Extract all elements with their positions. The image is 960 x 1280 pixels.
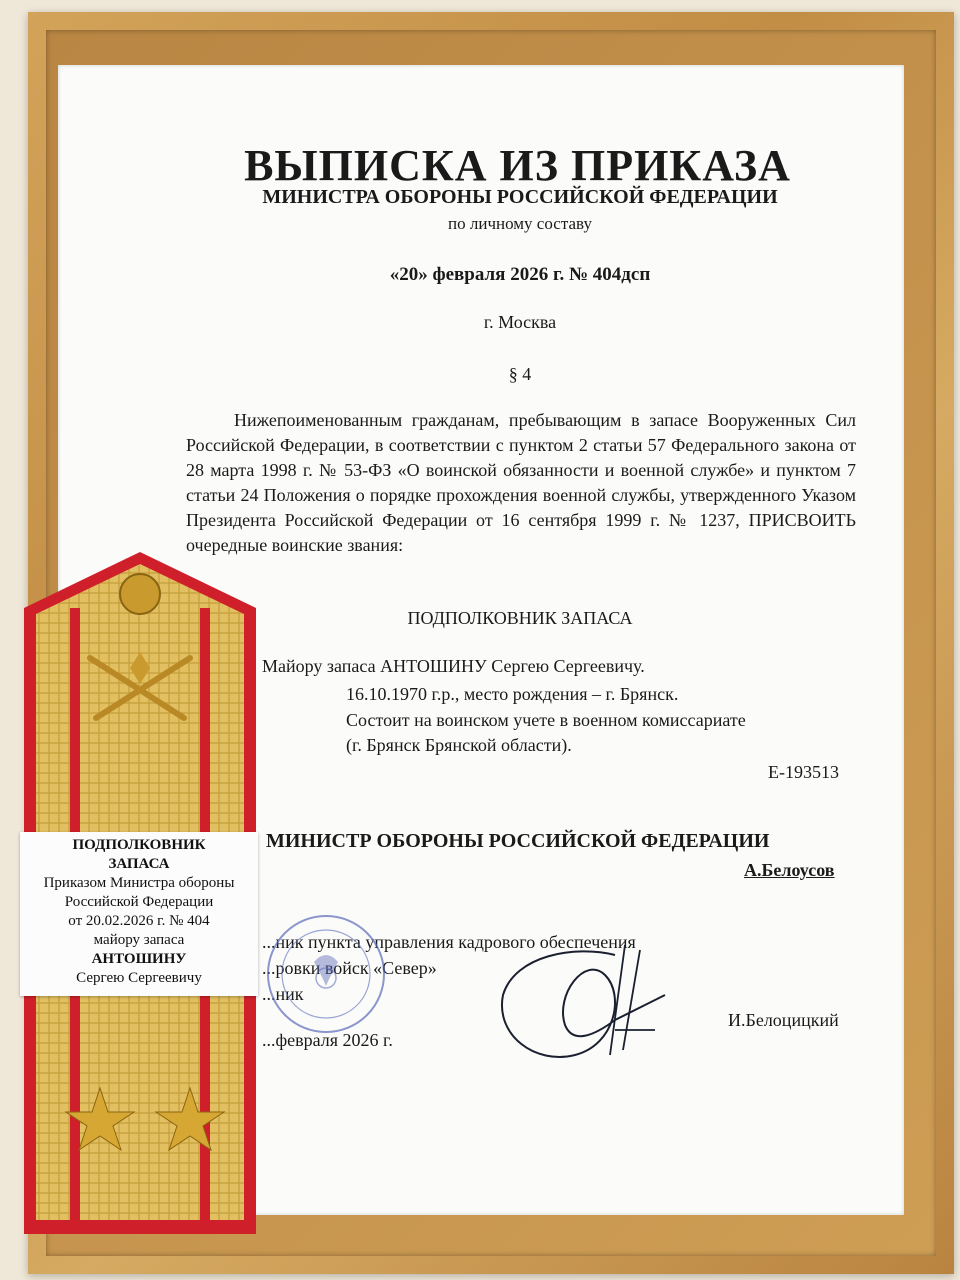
label-major: майору запаса bbox=[93, 932, 185, 948]
extract-signer-title-1: ...ник пункта управления кадрового обеспечения bbox=[262, 932, 636, 952]
birth-line: 16.10.1970 г.р., место рождения – г. Брянск. bbox=[346, 684, 679, 704]
label-surname: АНТОШИНУ bbox=[91, 951, 187, 967]
extract-signer-title-3: ...ник bbox=[262, 984, 304, 1004]
label-given-names: Сергею Сергеевичу bbox=[76, 970, 202, 986]
minister-name: А.Белоусов bbox=[744, 860, 835, 880]
label-federation: Российской Федерации bbox=[64, 894, 214, 910]
label-reserve: ЗАПАСА bbox=[108, 856, 170, 872]
paragraph-number: § 4 bbox=[508, 364, 532, 384]
handwritten-signature-image bbox=[495, 935, 675, 1085]
label-order-line: Приказом Министра обороны bbox=[43, 875, 235, 891]
registration-line: Состоит на воинском учете в военном комиссариате bbox=[346, 710, 746, 730]
document-subtitle: МИНИСТРА ОБОРОНЫ РОССИЙСКОЙ ФЕДЕРАЦИИ bbox=[262, 186, 778, 208]
document-number: Е-193513 bbox=[768, 762, 839, 782]
order-body-text: Нижепоименованным гражданам, пребывающим в запасе Вооруженных Сил Российской Федерации, в соответствии с пунктом 2 статьи 57 Федерального закона от 28 марта 1998 г. № 53-ФЗ «О воинской обязанности и военной службе» и пунктом 7 статьи 24 Положения о порядке прохождения военной службы, утвержденного Указом Президента Российской Федерации от 16 сентября 1999 г. № 1237, ПРИСВОИТЬ очередные воинские звания: bbox=[186, 410, 856, 555]
official-stamp-image bbox=[262, 910, 390, 1038]
label-rank: ПОДПОЛКОВНИК bbox=[72, 837, 206, 853]
minister-title: МИНИСТР ОБОРОНЫ РОССИЙСКОЙ ФЕДЕРАЦИИ bbox=[266, 830, 770, 852]
epaulette-label bbox=[20, 832, 258, 996]
order-date-number: «20» февраля 2026 г. № 404дсп bbox=[389, 264, 651, 285]
order-city: г. Москва bbox=[483, 312, 557, 332]
registration-line-2: (г. Брянск Брянской области). bbox=[346, 735, 572, 755]
label-order-date: от 20.02.2026 г. № 404 bbox=[68, 913, 210, 929]
extract-signer-title-2: ...ровки войск «Север» bbox=[262, 958, 437, 978]
signer-name: И.Белоцицкий bbox=[728, 1010, 839, 1030]
assigned-rank: ПОДПОЛКОВНИК ЗАПАСА bbox=[407, 608, 633, 628]
document-title: ВЫПИСКА ИЗ ПРИКАЗА bbox=[244, 141, 791, 190]
document-subtitle-personnel: по личному составу bbox=[448, 214, 592, 233]
extract-date: ...февраля 2026 г. bbox=[262, 1030, 393, 1050]
person-line: Майору запаса АНТОШИНУ Сергею Сергеевичу. bbox=[262, 656, 645, 676]
